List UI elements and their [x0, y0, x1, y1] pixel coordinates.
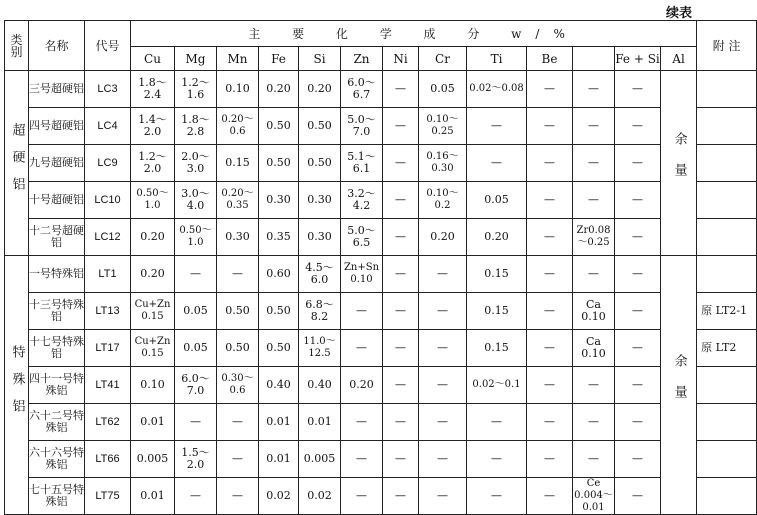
composition-cu: 1.4～2.0 [131, 108, 175, 145]
alloy-name: 一号特殊铝 [29, 256, 85, 293]
composition-mg: 1.5～2.0 [175, 441, 217, 478]
composition-be: — [527, 367, 573, 404]
composition-ti: 0.15 [467, 330, 527, 367]
aluminum-balance: 余量 [661, 256, 697, 515]
composition-ni: — [383, 108, 419, 145]
continued-label: 续表 [665, 6, 692, 21]
alloy-code: LT1 [85, 256, 131, 293]
composition-mn: — [217, 256, 259, 293]
composition-si: 0.20 [299, 71, 341, 108]
composition-cu: Cu+Zn 0.15 [131, 293, 175, 330]
note-cell [697, 256, 757, 293]
composition-be: — [527, 108, 573, 145]
alloy-name: 六十六号特殊铝 [29, 441, 85, 478]
composition-fe: 0.35 [259, 219, 299, 256]
composition-x: Ca 0.10 [573, 330, 615, 367]
composition-table [4, 20, 757, 515]
element-header: Al [661, 47, 697, 71]
alloy-code: LT41 [85, 367, 131, 404]
table-row [5, 293, 757, 330]
composition-fesi: — [615, 108, 661, 145]
element-header: Fe [259, 47, 299, 71]
alloy-code: LT17 [85, 330, 131, 367]
aluminum-balance: 余量 [661, 71, 697, 256]
alloy-code: LT62 [85, 404, 131, 441]
composition-si: 0.01 [299, 404, 341, 441]
element-header: Cu [131, 47, 175, 71]
composition-mn: 0.20～0.6 [217, 108, 259, 145]
note-cell: 原 LT2 [697, 330, 757, 367]
composition-fesi: — [615, 219, 661, 256]
element-header: Be [527, 47, 573, 71]
composition-cu: 1.8～2.4 [131, 71, 175, 108]
composition-cu: 0.005 [131, 441, 175, 478]
composition-be: — [527, 71, 573, 108]
composition-cu: 0.20 [131, 219, 175, 256]
table-row [5, 404, 757, 441]
composition-fesi: — [615, 404, 661, 441]
alloy-name: 十二号超硬铝 [29, 219, 85, 256]
composition-zn: 5.1～6.1 [341, 145, 383, 182]
composition-cr: 0.20 [419, 219, 467, 256]
composition-ni: — [383, 219, 419, 256]
composition-ti: 0.15 [467, 293, 527, 330]
header-note: 附 注 [697, 21, 757, 71]
composition-zn: Zn+Sn 0.10 [341, 256, 383, 293]
composition-x: Ca 0.10 [573, 293, 615, 330]
composition-fesi: — [615, 182, 661, 219]
composition-mn: 0.30 [217, 219, 259, 256]
composition-ti: 0.02～0.08 [467, 71, 527, 108]
composition-x: Zr0.08～0.25 [573, 219, 615, 256]
composition-mg: 0.05 [175, 293, 217, 330]
composition-fe: 0.50 [259, 293, 299, 330]
element-header: Ni [383, 47, 419, 71]
composition-fe: 0.01 [259, 404, 299, 441]
composition-ni: — [383, 182, 419, 219]
composition-mg: 0.50～1.0 [175, 219, 217, 256]
composition-cr: — [419, 441, 467, 478]
composition-cr: 0.10～0.2 [419, 182, 467, 219]
composition-x: — [573, 182, 615, 219]
table-row [5, 145, 757, 182]
header-main-title: 主 要 化 学 成 分 w/% [131, 21, 697, 47]
composition-si: 0.30 [299, 182, 341, 219]
composition-ti: 0.02～0.1 [467, 367, 527, 404]
composition-cu: 0.01 [131, 404, 175, 441]
alloy-code: LC10 [85, 182, 131, 219]
composition-be: — [527, 330, 573, 367]
composition-x: — [573, 71, 615, 108]
element-header: Mg [175, 47, 217, 71]
composition-ni: — [383, 256, 419, 293]
element-header: Ti [467, 47, 527, 71]
category-cell: 特殊铝 [5, 256, 29, 515]
alloy-code: LT75 [85, 478, 131, 515]
composition-ni: — [383, 293, 419, 330]
composition-x: — [573, 256, 615, 293]
alloy-code: LC9 [85, 145, 131, 182]
composition-ti: — [467, 145, 527, 182]
header-code: 代号 [85, 21, 131, 71]
composition-mg: 6.0～7.0 [175, 367, 217, 404]
alloy-name: 三号超硬铝 [29, 71, 85, 108]
composition-mg: 1.8～2.8 [175, 108, 217, 145]
note-cell [697, 71, 757, 108]
composition-be: — [527, 441, 573, 478]
composition-fesi: — [615, 441, 661, 478]
composition-ni: — [383, 478, 419, 515]
composition-fesi: — [615, 71, 661, 108]
composition-fe: 0.50 [259, 108, 299, 145]
composition-x: Ce 0.004～0.01 [574, 478, 613, 513]
composition-fesi: — [615, 367, 661, 404]
element-header [573, 47, 615, 71]
composition-cr: — [419, 293, 467, 330]
composition-x: — [573, 404, 615, 441]
table-row [5, 182, 757, 219]
category-cell: 超硬铝 [5, 71, 29, 256]
composition-ni: — [383, 330, 419, 367]
header-category: 类别 [5, 21, 29, 71]
element-header: Zn [341, 47, 383, 71]
composition-ni: — [383, 404, 419, 441]
composition-cu: 0.50～1.0 [131, 182, 175, 219]
composition-be: — [527, 404, 573, 441]
composition-ti: — [467, 404, 527, 441]
composition-fe: 0.40 [259, 367, 299, 404]
composition-ti: — [467, 441, 527, 478]
composition-fesi: — [615, 256, 661, 293]
composition-zn: — [341, 404, 383, 441]
composition-mg: — [175, 404, 217, 441]
table-row [5, 71, 757, 108]
composition-be: — [527, 219, 573, 256]
note-cell [697, 478, 757, 515]
composition-x: — [573, 108, 615, 145]
composition-cr: 0.10～0.25 [419, 108, 467, 145]
composition-x: — [573, 145, 615, 182]
table-row [5, 108, 757, 145]
composition-zn: — [341, 330, 383, 367]
composition-ni: — [383, 367, 419, 404]
note-cell [697, 367, 757, 404]
composition-be: — [527, 293, 573, 330]
composition-fesi: — [615, 478, 661, 515]
composition-mg: 2.0～3.0 [175, 145, 217, 182]
alloy-code: LC3 [85, 71, 131, 108]
element-header: Si [299, 47, 341, 71]
composition-fe: 0.60 [259, 256, 299, 293]
composition-zn: — [341, 478, 383, 515]
composition-fesi: — [615, 293, 661, 330]
element-header: Fe + Si [615, 47, 661, 71]
composition-si: 0.50 [299, 108, 341, 145]
composition-cr: 0.16～0.30 [419, 145, 467, 182]
composition-zn: 0.20 [341, 367, 383, 404]
composition-cu: 0.10 [131, 367, 175, 404]
composition-mn: 0.50 [217, 330, 259, 367]
composition-mn: — [217, 478, 259, 515]
alloy-name: 十三号特殊铝 [29, 293, 85, 330]
composition-mn: 0.30～0.6 [217, 367, 259, 404]
composition-cr: — [419, 330, 467, 367]
note-cell [697, 182, 757, 219]
table-row [5, 367, 757, 404]
table-row [5, 478, 757, 515]
alloy-name: 九号超硬铝 [29, 145, 85, 182]
composition-ni: — [383, 71, 419, 108]
composition-fe: 0.30 [259, 182, 299, 219]
composition-zn: — [341, 441, 383, 478]
alloy-name: 六十二号特殊铝 [29, 404, 85, 441]
composition-mg: — [175, 256, 217, 293]
table-row [5, 330, 757, 367]
alloy-name: 四十一号特殊铝 [29, 367, 85, 404]
composition-mn: 0.50 [217, 293, 259, 330]
alloy-code: LT66 [85, 441, 131, 478]
composition-ti: 0.15 [467, 256, 527, 293]
composition-si: 0.30 [299, 219, 341, 256]
composition-cr: — [419, 367, 467, 404]
composition-ti: — [467, 478, 527, 515]
composition-be: — [527, 145, 573, 182]
element-header: Cr [419, 47, 467, 71]
composition-zn: — [341, 293, 383, 330]
alloy-name: 四号超硬铝 [29, 108, 85, 145]
note-cell [697, 404, 757, 441]
composition-si: 6.8～8.2 [299, 293, 341, 330]
composition-mn: 0.15 [217, 145, 259, 182]
composition-ti: 0.20 [467, 219, 527, 256]
composition-fe: 0.50 [259, 145, 299, 182]
composition-si: 0.40 [299, 367, 341, 404]
composition-ni: — [383, 441, 419, 478]
composition-mn: 0.20～0.35 [217, 182, 259, 219]
note-cell [697, 108, 757, 145]
note-cell [697, 219, 757, 256]
composition-cu: 0.20 [131, 256, 175, 293]
composition-si: 0.50 [299, 145, 341, 182]
composition-ti: — [467, 108, 527, 145]
note-cell [697, 441, 757, 478]
composition-cu: 0.01 [131, 478, 175, 515]
composition-cu: Cu+Zn 0.15 [131, 330, 175, 367]
composition-ti: 0.05 [467, 182, 527, 219]
composition-fe: 0.50 [259, 330, 299, 367]
composition-fe: 0.20 [259, 71, 299, 108]
header-name: 名称 [29, 21, 85, 71]
composition-si: 4.5～6.0 [299, 256, 341, 293]
composition-mn: 0.10 [217, 71, 259, 108]
alloy-name: 十号超硬铝 [29, 182, 85, 219]
composition-mg: 3.0～4.0 [175, 182, 217, 219]
composition-cr: — [419, 256, 467, 293]
composition-si: 0.02 [299, 478, 341, 515]
table-row [5, 441, 757, 478]
composition-cr: — [419, 478, 467, 515]
composition-mn: — [217, 404, 259, 441]
alloy-code: LT13 [85, 293, 131, 330]
composition-zn: 3.2～4.2 [341, 182, 383, 219]
alloy-code: LC4 [85, 108, 131, 145]
composition-be: — [527, 182, 573, 219]
composition-fe: 0.02 [259, 478, 299, 515]
composition-be: — [527, 256, 573, 293]
composition-mn: — [217, 441, 259, 478]
composition-be: — [527, 478, 573, 515]
element-header: Mn [217, 47, 259, 71]
note-cell: 原 LT2-1 [697, 293, 757, 330]
composition-mg: — [175, 478, 217, 515]
composition-x: — [573, 367, 615, 404]
composition-cu: 1.2～2.0 [131, 145, 175, 182]
composition-fesi: — [615, 330, 661, 367]
composition-mg: 1.2～1.6 [175, 71, 217, 108]
note-cell [697, 145, 757, 182]
composition-fesi: — [615, 145, 661, 182]
alloy-name: 七十五号特殊铝 [29, 478, 85, 515]
composition-cr: 0.05 [419, 71, 467, 108]
composition-cr: — [419, 404, 467, 441]
table-row [5, 219, 757, 256]
composition-mg: 0.05 [175, 330, 217, 367]
alloy-name: 十七号特殊铝 [29, 330, 85, 367]
composition-ni: — [383, 145, 419, 182]
composition-x: — [573, 441, 615, 478]
alloy-code: LC12 [85, 219, 131, 256]
composition-zn: 5.0～6.5 [341, 219, 383, 256]
table-row [5, 256, 757, 293]
composition-fe: 0.01 [259, 441, 299, 478]
composition-si: 0.005 [299, 441, 341, 478]
composition-zn: 5.0～7.0 [341, 108, 383, 145]
composition-zn: 6.0～6.7 [341, 71, 383, 108]
composition-si: 11.0～12.5 [299, 330, 341, 367]
